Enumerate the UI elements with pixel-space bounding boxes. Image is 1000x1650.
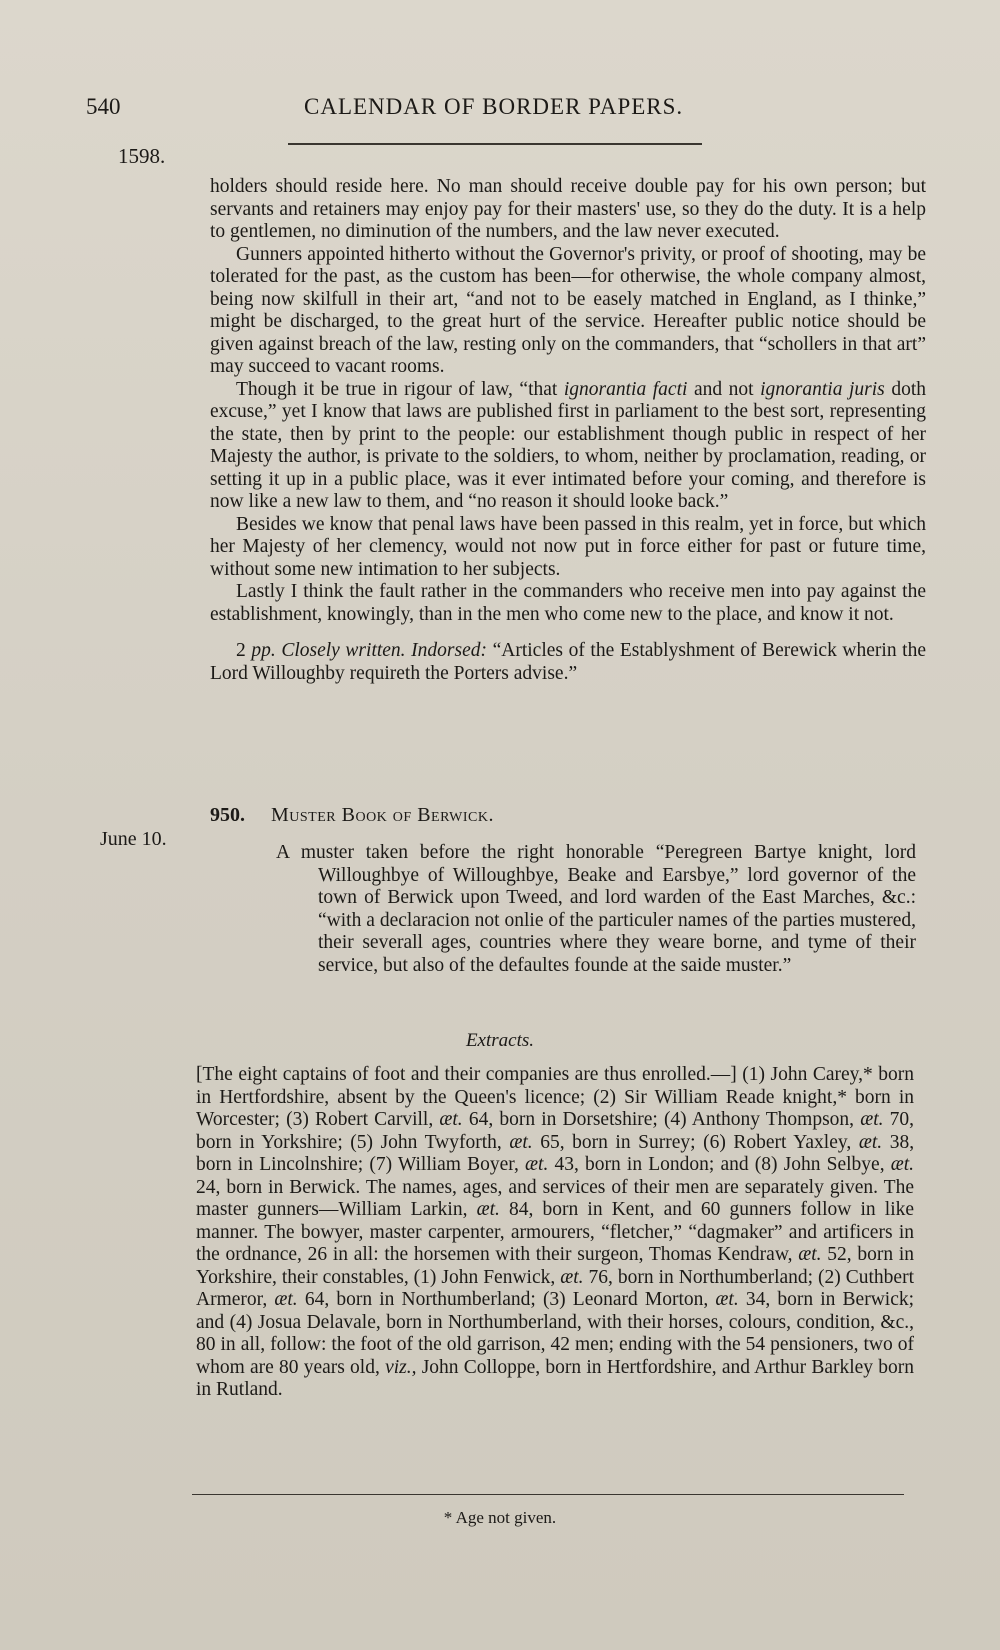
- text-run: 2: [236, 640, 246, 661]
- text-run: John Colloppe, born in Hertfordshire, and Arthur Barkley born in Rutland.: [196, 1356, 915, 1400]
- entry-number: 950.: [210, 804, 245, 826]
- text-run: 38, born in Lincolnshire; (7) William Boyer,: [196, 1131, 915, 1175]
- text-run: 76, born in Northumberland; (2) Cuthbert Armeror,: [196, 1266, 914, 1310]
- italic-run: æt.: [525, 1154, 549, 1175]
- italic-run: æt.: [860, 1109, 884, 1130]
- running-header: [86, 94, 706, 134]
- header-rule: [288, 143, 702, 145]
- text-run: 65, born in Surrey; (6) Robert Yaxley,: [540, 1131, 852, 1153]
- italic-run: æt.: [439, 1109, 463, 1130]
- text-run: and not: [693, 378, 754, 400]
- text-run: 43, born in London; and (8) John Selbye,: [554, 1154, 885, 1175]
- paragraph-4: Besides we know that penal laws have been passed in this realm, yet in force, but which her Majesty of her clemency, would not now put in force either for past or future time, without some new intimation to her subjects.: [210, 513, 926, 580]
- paragraph-2: Gunners appointed hitherto without the Governor's privity, or proof of shooting, may be tolerated for the past, as the custom has been—for otherwise, the whole company almost, being now skilfull in their art, “and not to be easely matched in England, as I thinke,” might be discharged, to the great hurt of the service. Hereafter public notice should be given against breach of the law, resting only on the commanders, that “schollers in that art” may succeed to vacant rooms.: [210, 243, 926, 377]
- text-run: doth excuse,” yet I know that laws are published first in parliament to the best sort, representing the state, then by print to the people: our establishment though public in respect of her Majesty the author, is private to the soldiers, to whom, neither by proclamation, reading, or setting it up in a public place, was it ever intimated before your coming, and therefore is now like a new law to them, and “no reason it should looke back.”: [210, 378, 926, 512]
- document-note: [210, 640, 926, 685]
- italic-run: æt.: [715, 1289, 739, 1310]
- italic-run: æt.: [890, 1154, 915, 1175]
- extracts-heading: Extracts.: [465, 1030, 535, 1051]
- paragraph-5: Lastly I think the fault rather in the commanders who receive men into pay against the establishment, knowingly, than in the men who come new to the place, and know it not.: [210, 581, 926, 625]
- entry-title: Muster Book of Berwick.: [271, 804, 494, 826]
- margin-year: 1598.: [118, 144, 166, 168]
- extracts-text: [196, 1064, 914, 1402]
- paragraph-3: [210, 379, 926, 514]
- text-run: 34, born in Berwick; and (4) Josua Delavale, born in Northumberland, with their horses, colours, condition, &c., 80 in all, follow: the foot of the old garrison, 42 men; ending with the 54 pensioners, two of whom are 80 years old,: [196, 1289, 915, 1378]
- italic-run: ignorantia juris: [760, 378, 885, 400]
- text-run: 64, born in Northumberland; (3) Leonard Morton,: [304, 1289, 709, 1310]
- page-number: 540: [86, 94, 121, 119]
- footnote-rule: [192, 1494, 904, 1495]
- text-run: [The eight captains of foot and their companies are thus enrolled.—] (1) John Carey,* born in Hertfordshire, absent by the Queen's licence; (2) Sir William Reade knight,* born in Worcester; (3) Robert Carvill,: [196, 1064, 914, 1130]
- text-run: 84, born in Kent, and 60 gunners follow in like manner. The bowyer, master carpenter, armourers, “fletcher,” “dagmaker” and artificers in the ordnance, 26 in all: the horsemen with their surgeon, Thomas Kendraw,: [196, 1199, 915, 1265]
- text-run: 64, born in Dorsetshire; (4) Anthony Thompson,: [468, 1109, 855, 1130]
- italic-run: æt.: [858, 1131, 883, 1153]
- italic-run: viz.,: [385, 1356, 417, 1378]
- italic-run: æt.: [798, 1244, 822, 1265]
- entry-date: June 10.: [100, 828, 167, 850]
- italic-run: ignorantia facti: [563, 378, 688, 400]
- footnote: * Age not given.: [443, 1508, 557, 1527]
- running-title: CALENDAR OF BORDER PAPERS.: [304, 94, 684, 119]
- italic-run: æt.: [560, 1266, 584, 1288]
- text-run: “Articles of the Establyshment of Berewick wherin the Lord Willoughby requireth the Porters advise.”: [210, 640, 927, 684]
- italic-run: æt.: [274, 1289, 298, 1310]
- paragraph-1: holders should reside here. No man should receive double pay for his own person; but servants and retainers may enjoy pay for their masters' use, so they do the duty. It is a help to gentlemen, no diminution of the numbers, and the law never executed.: [210, 176, 926, 242]
- text-run: Though it be true in rigour of law, “that: [236, 378, 558, 400]
- text-run: 24, born in Berwick. The names, ages, and services of their men are separately given. The master gunners—William Larkin,: [196, 1176, 914, 1220]
- body-text: [210, 176, 926, 685]
- entry-abstract: A muster taken before the right honorable “Peregreen Bartye knight, lord Willoughbye of Willoughbye, Beake and Earsbye,” lord governor of the town of Berwick upon Tweed, and lord warden of the East Marches, &c.: “with a declaracion not onlie of the particuler names of the parties mustered, their severall ages, countries where they weare borne, and tyme of their service, but also of the defaultes founde at the saide muster.”: [276, 842, 916, 976]
- text-run: 70, born in Yorkshire; (5) John Twyforth,: [196, 1109, 915, 1153]
- text-run: 52, born in Yorkshire, their constables, (1) John Fenwick,: [196, 1244, 915, 1288]
- italic-run: pp. Closely written. Indorsed:: [251, 640, 487, 661]
- entry-heading: [210, 804, 494, 827]
- italic-run: æt.: [476, 1199, 500, 1220]
- italic-run: æt.: [509, 1131, 533, 1153]
